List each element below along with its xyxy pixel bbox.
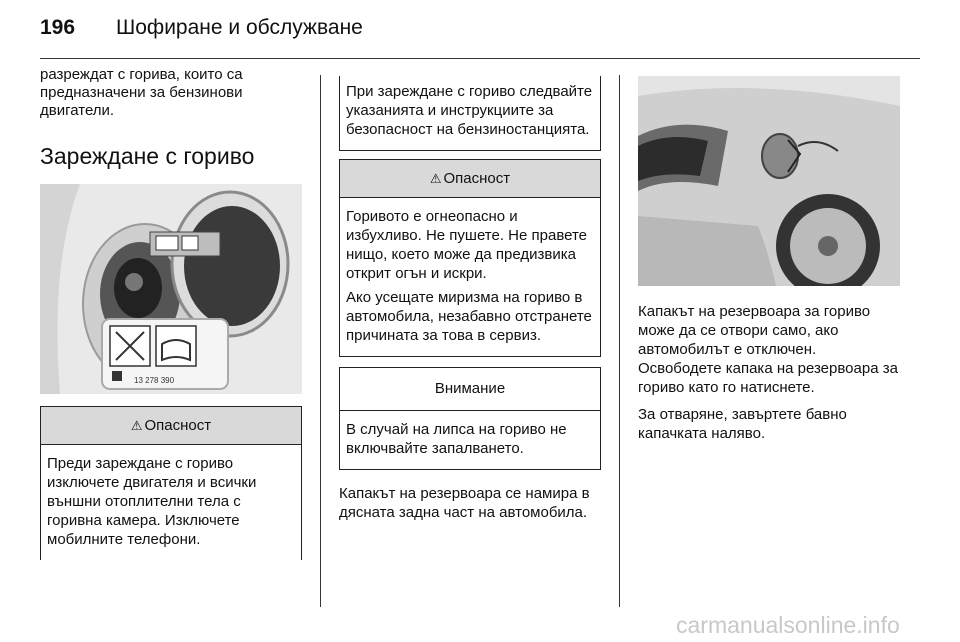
- fuel-door-illustration: [40, 184, 302, 394]
- column-divider-1: [320, 75, 321, 607]
- danger-box: [339, 159, 601, 357]
- page-number: 196: [40, 16, 76, 39]
- fuel-cap-photo: [40, 184, 302, 394]
- caution-box-header: [340, 368, 600, 411]
- page-header: [40, 16, 363, 40]
- caution-box-title: Внимание: [434, 380, 506, 397]
- section-title: Шофиране и обслужване: [116, 16, 363, 39]
- fuel-door-location-text: Капакът на резервоара се намира в дясната задна част на автомобила.: [339, 485, 590, 521]
- column-3: [638, 76, 900, 443]
- fuel-cap-turn-text: За отваряне, завъртете бавно капачката наляво.: [638, 406, 847, 442]
- header-rule: [40, 58, 920, 59]
- warning-triangle-icon: ⚠: [429, 171, 442, 186]
- danger-text-1: Горивото е огнеопасно и избухливо. Не пушете. Не правете нищо, което може да предизвика открит огън и искри.: [346, 208, 588, 282]
- safety-box-text: При зареждане с гориво следвайте указанията и инструкциите за безопасност на бензиностанцията.: [346, 83, 593, 138]
- safety-box-body: [340, 76, 600, 150]
- caution-box-body: [340, 411, 600, 469]
- danger-box-title: Опасност: [443, 170, 511, 187]
- section-heading: Зареждане с гориво: [40, 143, 255, 169]
- car-rear-photo: [638, 76, 900, 286]
- column-2: [339, 76, 601, 522]
- danger-box-header: [340, 160, 600, 198]
- safety-box: [339, 76, 601, 151]
- watermark: carmanualsonline.info: [676, 612, 900, 638]
- intro-text: разреждат с горива, които са предназначени за бензинови двигатели.: [40, 66, 243, 119]
- warning-box-header: [41, 407, 301, 445]
- warning-box-text: Преди зареждане с гориво изключете двигателя и всички външни отоплителни тела с горивна камера. Изключете мобилните телефони.: [47, 455, 257, 548]
- column-1: [40, 66, 302, 560]
- caution-box-text: В случай на липса на гориво не включвайте запалването.: [346, 421, 567, 457]
- warning-box-title: Опасност: [144, 417, 212, 434]
- caution-box: [339, 367, 601, 470]
- fuel-cap-open-text: Капакът на резервоара за гориво може да се отвори само, ако автомобилът е отключен. Освободете капака на резервоара за гориво като го натиснете.: [638, 303, 898, 396]
- danger-text-2: Ако усещате миризма на гориво в автомобила, незабавно отстранете причината за това в сервиз.: [346, 289, 592, 344]
- danger-box-body: [340, 198, 600, 356]
- warning-box: [40, 406, 302, 560]
- car-fuel-door-illustration: [638, 76, 900, 286]
- image-reference-label: 13 278 390: [134, 376, 175, 385]
- warning-triangle-icon: ⚠: [130, 418, 143, 433]
- warning-box-body: [41, 445, 301, 560]
- column-divider-2: [619, 75, 620, 607]
